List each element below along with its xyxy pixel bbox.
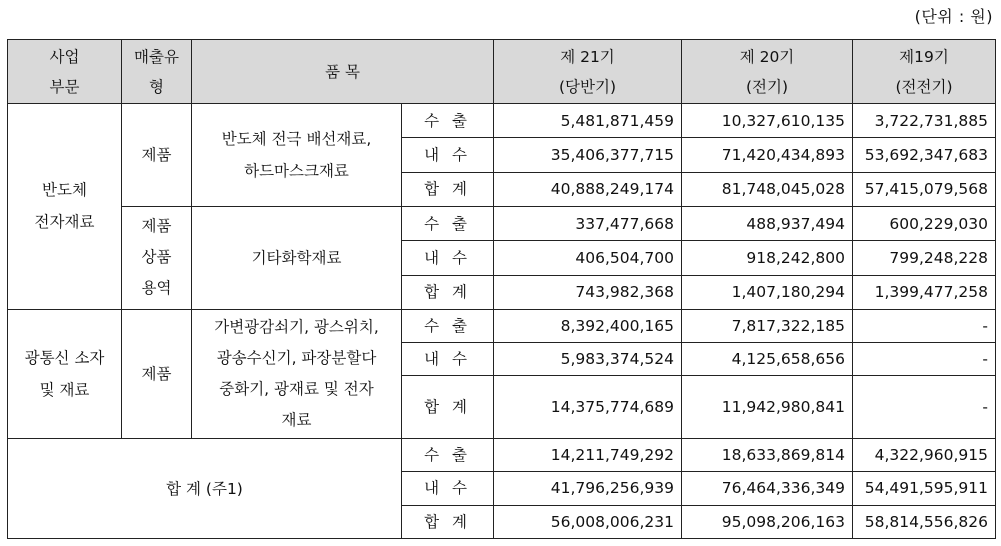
item-cell: 가변광감쇠기, 광스위치, 광송수신기, 파장분할다 중화기, 광재료 및 전자 재료 [192,309,402,438]
value-20: 76,464,336,349 [682,472,853,505]
value-20: 95,098,206,163 [682,505,853,538]
kind-cell: 내 수 [402,241,494,275]
value-20: 81,748,045,028 [682,172,853,206]
sales-type-cell: 제품 [122,309,192,438]
header-item: 품 목 [192,40,494,104]
value-21: 56,008,006,231 [494,505,682,538]
segment-cell: 광통신 소자 및 재료 [8,309,122,438]
kind-cell: 합 계 [402,376,494,439]
value-21: 8,392,400,165 [494,309,682,342]
value-19: 1,399,477,258 [853,275,996,309]
value-21: 406,504,700 [494,241,682,275]
value-19: 54,491,595,911 [853,472,996,505]
value-19: 53,692,347,683 [853,138,996,172]
value-20: 18,633,869,814 [682,439,853,472]
value-21: 40,888,249,174 [494,172,682,206]
item-cell: 반도체 전극 배선재료, 하드마스크재료 [192,104,402,207]
unit-label: (단위 : 원) [914,7,993,26]
kind-cell: 수 출 [402,104,494,138]
value-19: 57,415,079,568 [853,172,996,206]
value-20: 488,937,494 [682,206,853,240]
value-21: 5,983,374,524 [494,343,682,376]
kind-cell: 내 수 [402,472,494,505]
table-row [8,206,996,240]
segment-cell: 반도체 전자재료 [8,104,122,310]
value-21: 41,796,256,939 [494,472,682,505]
table-row [8,439,996,472]
value-19: 799,248,228 [853,241,996,275]
header-row [8,40,996,104]
value-21: 337,477,668 [494,206,682,240]
kind-cell: 내 수 [402,343,494,376]
kind-cell: 합 계 [402,172,494,206]
value-21: 743,982,368 [494,275,682,309]
value-20: 11,942,980,841 [682,376,853,439]
header-period-20: 제 20기 (전기) [682,40,853,104]
header-period-19: 제19기 (전전기) [853,40,996,104]
table-row [8,309,996,342]
value-20: 918,242,800 [682,241,853,275]
value-21: 14,375,774,689 [494,376,682,439]
kind-cell: 합 계 [402,275,494,309]
header-sales-type: 매출유 형 [122,40,192,104]
sales-table [7,39,996,539]
sales-type-cell: 제품 [122,104,192,207]
header-period-21: 제 21기 (당반기) [494,40,682,104]
kind-cell: 수 출 [402,309,494,342]
value-19: - [853,343,996,376]
sales-type-cell: 제품 상품 용역 [122,206,192,309]
value-21: 14,211,749,292 [494,439,682,472]
value-19: 58,814,556,826 [853,505,996,538]
kind-cell: 수 출 [402,439,494,472]
value-20: 4,125,658,656 [682,343,853,376]
value-21: 35,406,377,715 [494,138,682,172]
kind-cell: 내 수 [402,138,494,172]
value-20: 10,327,610,135 [682,104,853,138]
value-19: - [853,376,996,439]
table-row [8,104,996,138]
value-20: 7,817,322,185 [682,309,853,342]
value-19: 600,229,030 [853,206,996,240]
header-segment: 사업 부문 [8,40,122,104]
kind-cell: 수 출 [402,206,494,240]
kind-cell: 합 계 [402,505,494,538]
value-19: - [853,309,996,342]
item-cell: 기타화학재료 [192,206,402,309]
total-label: 합 계 (주1) [8,439,402,539]
value-20: 71,420,434,893 [682,138,853,172]
value-19: 3,722,731,885 [853,104,996,138]
value-19: 4,322,960,915 [853,439,996,472]
value-20: 1,407,180,294 [682,275,853,309]
value-21: 5,481,871,459 [494,104,682,138]
